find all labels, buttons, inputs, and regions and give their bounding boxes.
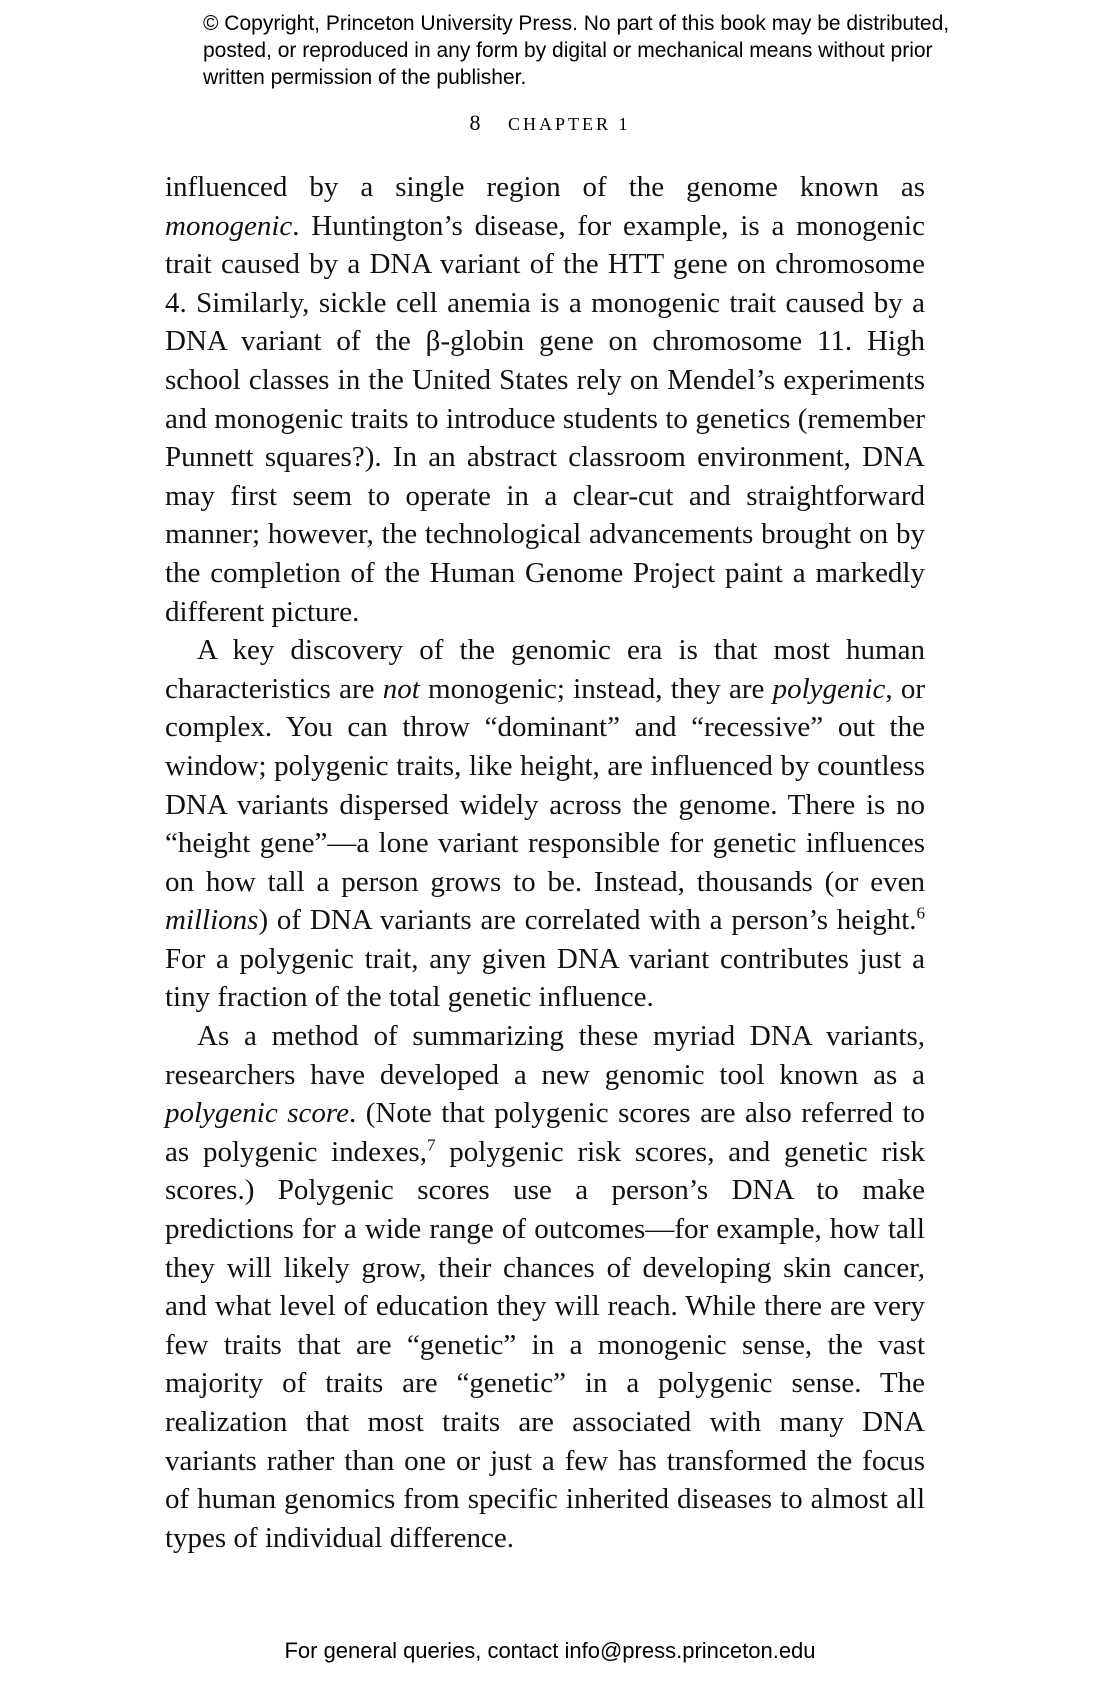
paragraph-3 bbox=[165, 1017, 925, 1557]
running-head bbox=[0, 110, 1100, 136]
text-run: For a polygenic trait, any given DNA variant contributes just a tiny fraction of the total genetic influence. bbox=[165, 942, 925, 1014]
text-run: . Huntington’s disease, for example, is a monogenic trait caused by a DNA variant of the HTT gene on chromosome 4. Similarly, sickle cell anemia is a monogenic trait caused by a DNA variant of the β-globin gene on chromosome 11. High school classes in the United States rely on Mendel’s experiments and monogenic traits to introduce students to genetics (remember Punnett squares?). In an abstract classroom environment, DNA may first seem to operate in a clear-cut and straightforward manner; however, the technological advancements brought on by the completion of the Human Genome Project paint a markedly different picture. bbox=[165, 209, 925, 628]
text-run: influenced by a single region of the genome known as bbox=[165, 171, 925, 203]
footnote-ref: 7 bbox=[426, 1135, 436, 1155]
text-run: monogenic; instead, they are bbox=[419, 672, 773, 705]
emphasis: polygenic bbox=[772, 672, 886, 705]
copyright-notice: © Copyright, Princeton University Press. No part of this book may be distributed, posted, or reproduced in any form by digital or mechanical means without prior written permission of the publisher. bbox=[203, 12, 950, 89]
page-number: 8 bbox=[469, 110, 481, 135]
text-run: ) of DNA variants are correlated with a person’s height. bbox=[258, 904, 917, 937]
body-text bbox=[165, 168, 925, 1557]
paragraph-1 bbox=[165, 168, 925, 631]
text-run: polygenic risk scores, and genetic risk scores.) Polygenic scores use a person’s DNA to make predictions for a wide range of outcomes—for example, how tall they will likely grow, their chances of developing skin cancer, and what level of education they will reach. While there are very few traits that are “genetic” in a monogenic sense, the vast majority of traits are “genetic” in a polygenic sense. The realization that most traits are associated with many DNA variants rather than one or just a few has transformed the focus of human genomics from specific inherited diseases to almost all types of individual difference. bbox=[165, 1135, 925, 1554]
emphasis: monogenic bbox=[165, 209, 293, 242]
emphasis: millions bbox=[165, 904, 259, 937]
footer-contact: For general queries, contact info@press.princeton.edu bbox=[284, 1638, 816, 1663]
chapter-label: CHAPTER 1 bbox=[507, 114, 631, 134]
text-run: A key discovery of the genomic era is that most human characteristics are bbox=[165, 634, 925, 705]
emphasis: not bbox=[382, 672, 420, 705]
emphasis: polygenic score bbox=[165, 1097, 349, 1130]
footnote-ref: 6 bbox=[916, 903, 925, 923]
text-run: , or complex. You can throw “dominant” and “recessive” out the window; polygenic traits, like height, are influenced by countless DNA variants dispersed widely across the genome. There is no “height gene”—a lone variant responsible for genetic influences on how tall a person grows to be. Instead, thousands (or even bbox=[165, 672, 925, 898]
text-run: As a method of summarizing these myriad DNA variants, researchers have developed a new genomic tool known as a bbox=[165, 1020, 925, 1091]
paragraph-2 bbox=[165, 631, 925, 1017]
text-run: . (Note that polygenic scores are also referred to as polygenic indexes, bbox=[165, 1097, 926, 1168]
